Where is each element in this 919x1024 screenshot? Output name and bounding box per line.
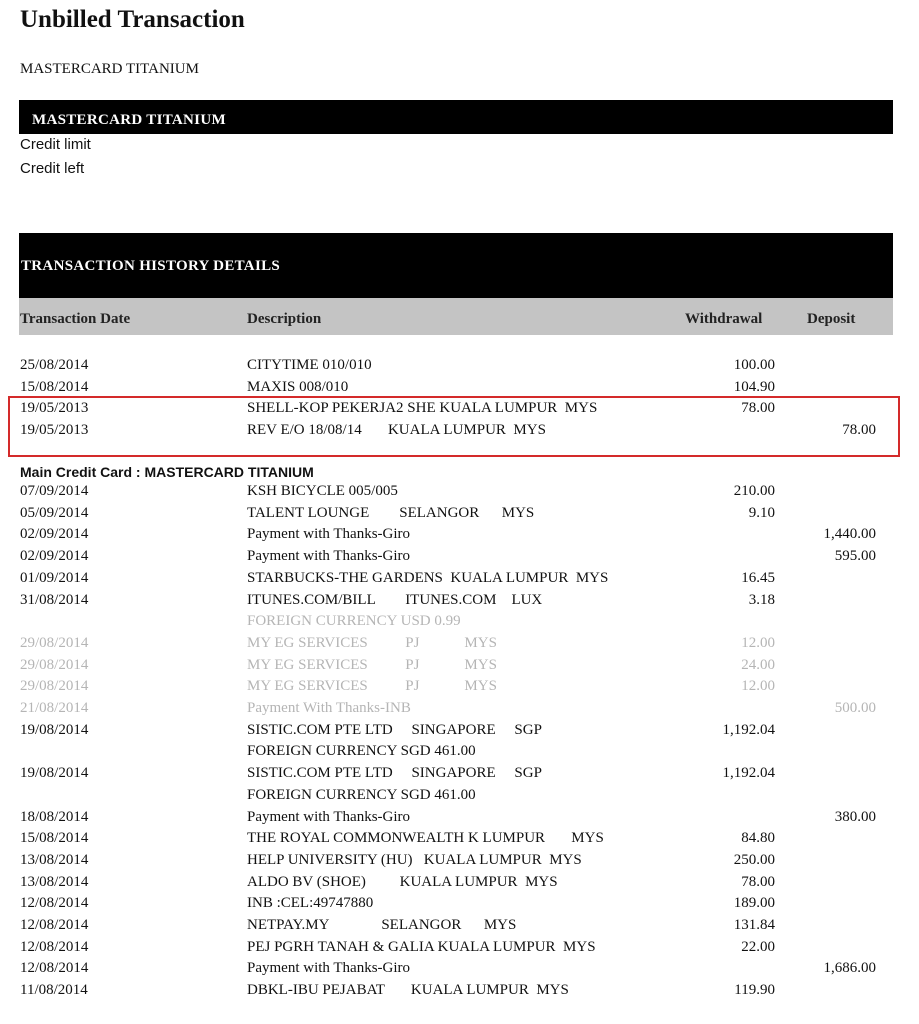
transaction-description: Payment with Thanks-Giro — [247, 526, 411, 543]
transaction-description: Payment with Thanks-Giro — [247, 548, 411, 565]
withdrawal-amount: 9.10 — [748, 504, 775, 521]
table-row — [0, 357, 919, 379]
transaction-date: 13/08/2014 — [20, 873, 89, 890]
transaction-date: 29/08/2014 — [20, 634, 89, 651]
transaction-description: Payment with Thanks-Giro — [247, 960, 411, 977]
withdrawal-amount: 78.00 — [741, 400, 775, 417]
table-row — [0, 700, 919, 722]
withdrawal-amount: 16.45 — [741, 569, 775, 586]
deposit-amount: 1,440.00 — [823, 526, 876, 543]
table-row — [0, 592, 919, 614]
column-withdrawal: Withdrawal — [685, 311, 763, 327]
transaction-date: 12/08/2014 — [20, 917, 89, 933]
table-row — [0, 895, 919, 917]
withdrawal-amount: 189.00 — [733, 895, 775, 912]
transaction-date: 15/08/2014 — [20, 378, 89, 395]
transaction-description: PEJ PGRH TANAH & GALIA KUALA LUMPUR MYS — [247, 938, 596, 955]
transaction-date: 19/05/2013 — [20, 400, 89, 417]
transaction-date: 29/08/2014 — [20, 678, 89, 695]
transaction-date: 02/09/2014 — [20, 548, 89, 565]
table-row — [0, 765, 919, 787]
credit-limit-label: Credit limit — [20, 136, 91, 153]
column-description: Description — [247, 311, 322, 327]
table-row — [0, 379, 919, 401]
transaction-date: 19/05/2013 — [20, 422, 89, 439]
transaction-date: 15/08/2014 — [20, 830, 89, 847]
table-row — [0, 960, 919, 982]
withdrawal-amount: 24.00 — [741, 656, 775, 673]
transaction-description: HELP UNIVERSITY (HU) KUALA LUMPUR MYS — [247, 851, 582, 868]
card-subtitle: MASTERCARD TITANIUM — [20, 61, 199, 77]
table-row — [0, 422, 919, 444]
table-row — [0, 809, 919, 831]
transaction-date: 18/08/2014 — [20, 808, 89, 825]
table-row — [0, 874, 919, 896]
table-row — [0, 722, 919, 744]
transaction-description: NETPAY.MY SELANGOR MYS — [247, 917, 517, 933]
card-header-title: MASTERCARD TITANIUM — [32, 112, 226, 128]
table-row — [0, 743, 919, 765]
table-row — [0, 830, 919, 852]
transaction-description: SISTIC.COM PTE LTD SINGAPORE SGP — [247, 765, 542, 782]
history-header-title: TRANSACTION HISTORY DETAILS — [21, 258, 281, 274]
transaction-date: 12/08/2014 — [20, 895, 89, 912]
withdrawal-amount: 119.90 — [734, 982, 775, 999]
transaction-date: 05/09/2014 — [20, 504, 89, 521]
transaction-description: MAXIS 008/010 — [247, 378, 349, 395]
table-row — [0, 483, 919, 505]
transaction-description: FOREIGN CURRENCY SGD 461.00 — [247, 743, 476, 760]
table-row — [0, 570, 919, 592]
table-row — [0, 505, 919, 527]
table-row — [0, 787, 919, 809]
withdrawal-amount: 100.00 — [733, 357, 775, 373]
deposit-amount: 500.00 — [834, 700, 876, 716]
withdrawal-amount: 1,192.04 — [722, 721, 775, 738]
table-row — [0, 657, 919, 679]
transaction-description: FOREIGN CURRENCY USD 0.99 — [247, 613, 461, 630]
table-row — [0, 635, 919, 657]
deposit-amount: 595.00 — [834, 548, 876, 565]
withdrawal-amount: 250.00 — [733, 851, 775, 868]
transaction-description: ITUNES.COM/BILL ITUNES.COM LUX — [247, 591, 543, 608]
withdrawal-amount: 84.80 — [741, 830, 775, 847]
transaction-date: 12/08/2014 — [20, 960, 89, 977]
withdrawal-amount: 131.84 — [733, 917, 775, 933]
transaction-description: TALENT LOUNGE SELANGOR MYS — [247, 504, 535, 521]
main-card-label: Main Credit Card : MASTERCARD TITANIUM — [20, 464, 314, 480]
deposit-amount: 380.00 — [834, 808, 876, 825]
transaction-description: FOREIGN CURRENCY SGD 461.00 — [247, 786, 476, 803]
transaction-date: 31/08/2014 — [20, 591, 89, 608]
table-row — [0, 400, 919, 422]
withdrawal-amount: 22.00 — [741, 938, 775, 955]
transaction-description: REV E/O 18/08/14 KUALA LUMPUR MYS — [247, 422, 546, 439]
deposit-amount: 1,686.00 — [823, 960, 876, 977]
table-row — [0, 939, 919, 961]
transaction-description: SISTIC.COM PTE LTD SINGAPORE SGP — [247, 721, 542, 738]
transaction-description: CITYTIME 010/010 — [247, 357, 372, 373]
deposit-amount: 78.00 — [842, 422, 876, 439]
transaction-description: DBKL-IBU PEJABAT KUALA LUMPUR MYS — [247, 982, 569, 999]
withdrawal-amount: 12.00 — [741, 634, 775, 651]
withdrawal-amount: 12.00 — [741, 678, 775, 695]
table-row — [0, 548, 919, 570]
table-row — [0, 917, 919, 939]
transaction-date: 25/08/2014 — [20, 357, 89, 373]
withdrawal-amount: 104.90 — [733, 378, 775, 395]
transaction-date: 19/08/2014 — [20, 721, 89, 738]
transaction-date: 11/08/2014 — [20, 982, 88, 999]
transaction-description: MY EG SERVICES PJ MYS — [247, 678, 497, 695]
transaction-date: 02/09/2014 — [20, 526, 89, 543]
transaction-description: KSH BICYCLE 005/005 — [247, 483, 398, 499]
withdrawal-amount: 3.18 — [748, 591, 775, 608]
credit-left-label: Credit left — [20, 160, 85, 177]
withdrawal-amount: 78.00 — [741, 873, 775, 890]
page-title: Unbilled Transaction — [20, 6, 245, 33]
column-deposit: Deposit — [807, 311, 856, 327]
transaction-date: 13/08/2014 — [20, 851, 89, 868]
transaction-description: MY EG SERVICES PJ MYS — [247, 656, 497, 673]
table-row — [0, 852, 919, 874]
transaction-description: MY EG SERVICES PJ MYS — [247, 634, 497, 651]
transaction-description: THE ROYAL COMMONWEALTH K LUMPUR MYS — [247, 830, 604, 847]
transaction-description: ALDO BV (SHOE) KUALA LUMPUR MYS — [247, 873, 558, 890]
transaction-description: Payment With Thanks-INB — [247, 700, 411, 716]
transaction-date: 12/08/2014 — [20, 938, 89, 955]
column-date: Transaction Date — [20, 311, 131, 327]
transaction-description: INB :CEL:49747880 — [247, 895, 374, 912]
transaction-description: SHELL-KOP PEKERJA2 SHE KUALA LUMPUR MYS — [247, 400, 598, 417]
table-row — [0, 613, 919, 635]
transaction-date: 21/08/2014 — [20, 700, 89, 716]
transaction-date: 29/08/2014 — [20, 656, 89, 673]
transaction-date: 19/08/2014 — [20, 765, 89, 782]
table-row — [0, 678, 919, 700]
table-row — [0, 526, 919, 548]
withdrawal-amount: 1,192.04 — [722, 765, 775, 782]
transaction-description: STARBUCKS-THE GARDENS KUALA LUMPUR MYS — [247, 569, 609, 586]
transaction-date: 01/09/2014 — [20, 569, 89, 586]
transaction-description: Payment with Thanks-Giro — [247, 808, 411, 825]
transaction-date: 07/09/2014 — [20, 483, 89, 499]
table-row — [0, 982, 919, 1004]
withdrawal-amount: 210.00 — [733, 483, 775, 499]
